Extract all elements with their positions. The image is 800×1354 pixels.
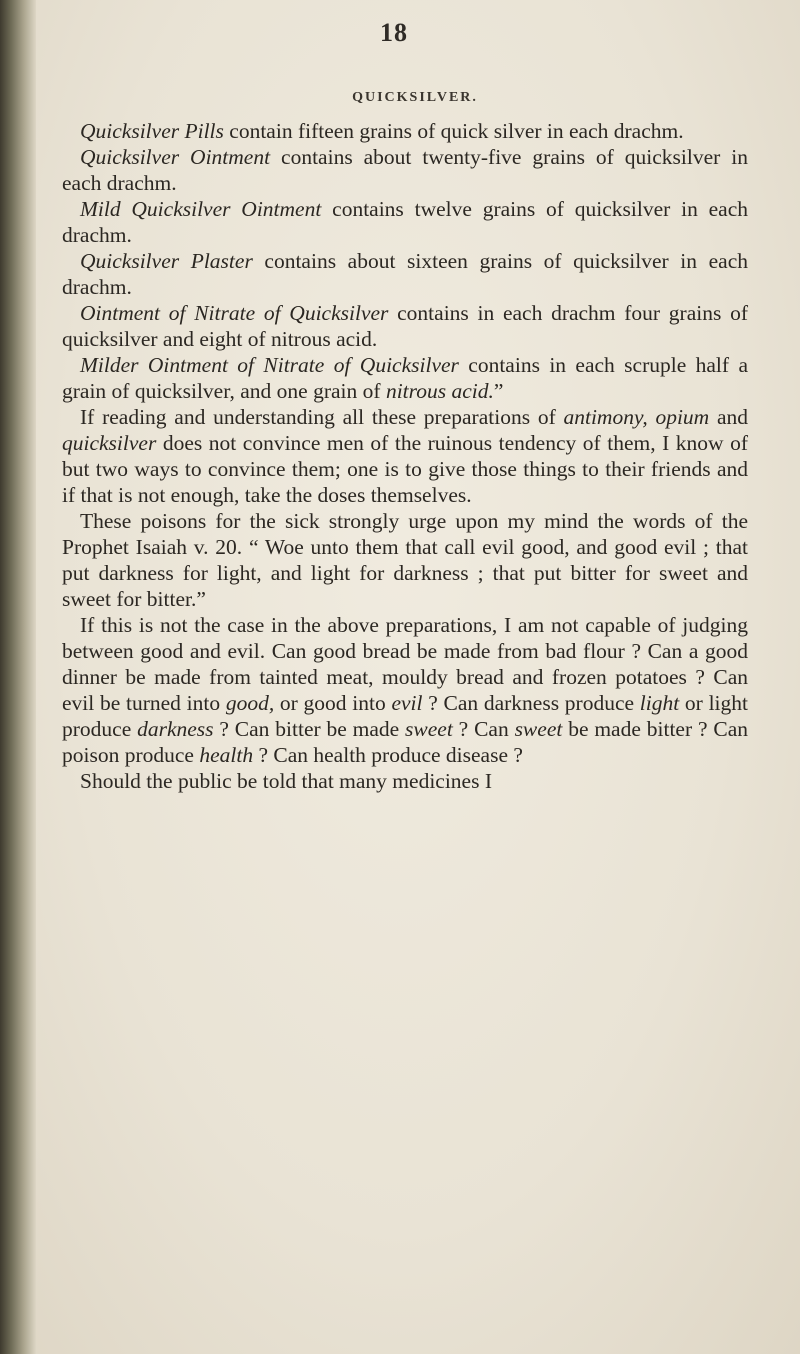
italic-text-run: nitrous acid. [385, 379, 494, 403]
text-run: contains in each scruple half a grain of quicksilver, and one grain of [62, 353, 748, 403]
text-run: be made bitter ? Can poison produce [62, 717, 748, 767]
paragraph [62, 196, 748, 248]
paragraph [62, 144, 748, 196]
text-run: ? Can darkness produce [422, 691, 640, 715]
text-run: contains about sixteen grains of quicksilver in each drachm. [62, 249, 748, 299]
italic-text-run: antimony, opium [563, 405, 710, 429]
italic-text-run: sweet [405, 717, 453, 741]
text-run: Should the public be told that many medicines I [80, 769, 493, 793]
paragraph [62, 768, 748, 794]
text-run: does not convince men of the ruinous tendency of them, I know of but two ways to convince them; one is to give those things to their friends and if that is not enough, take the doses themselves. [62, 431, 748, 507]
paragraph [62, 352, 748, 404]
paragraph [62, 404, 748, 508]
paragraph [62, 248, 748, 300]
paragraph [62, 612, 748, 768]
italic-text-run: Milder Ointment of Nitrate of Quicksilver [80, 353, 459, 377]
page-number: 18 [380, 18, 408, 47]
text-run: ” [493, 379, 504, 403]
italic-text-run: light [639, 691, 680, 715]
italic-text-run: evil [391, 691, 423, 715]
text-run: If this is not the case in the above preparations, I am not capable of judging between good and evil. Can good bread be made from bad flour ? Can a good dinner be made from tainted meat, mouldy bread and frozen potatoes ? Can evil be turned into [62, 613, 748, 715]
text-run: contain fifteen grains of quick silver in each drachm. [223, 119, 684, 143]
text-run: contains in each drachm four grains of quicksilver and eight of nitrous acid. [62, 301, 748, 351]
book-spine-shadow [0, 0, 36, 1354]
paragraph [62, 508, 748, 612]
italic-text-run: quicksilver [62, 431, 157, 455]
text-run: or light produce [62, 691, 748, 741]
body-text [62, 118, 748, 794]
italic-text-run: Quicksilver Plaster [80, 249, 253, 273]
text-run: contains twelve grains of quicksilver in each drachm. [62, 197, 749, 247]
italic-text-run: sweet [514, 717, 563, 741]
text-run: ? Can health produce disease ? [253, 743, 523, 767]
italic-text-run: Quicksilver Pills [80, 119, 224, 143]
italic-text-run: Mild Quicksilver Ointment [80, 197, 322, 221]
italic-text-run: Ointment of Nitrate of Quicksilver [80, 301, 389, 325]
text-run: contains about twenty-five grains of quicksilver in each drachm. [62, 145, 748, 195]
text-run: ? Can [452, 717, 515, 741]
text-run: and [709, 405, 748, 429]
paragraph [62, 118, 748, 144]
paragraph [62, 300, 748, 352]
italic-text-run: good, [225, 691, 275, 715]
section-heading: QUICKSILVER. [352, 90, 478, 105]
italic-text-run: health [199, 743, 254, 767]
text-run: If reading and understanding all these preparations of [80, 405, 564, 429]
italic-text-run: Quicksilver Ointment [80, 145, 271, 169]
text-run: These poisons for the sick strongly urge upon my mind the words of the Prophet Isaiah v. 20. “ Woe unto them that call evil good, and good evil ; that put darkness for light, and light for darkness ; that put bitter for sweet and sweet for bitter.” [62, 509, 748, 611]
italic-text-run: darkness [137, 717, 214, 741]
text-run: or good into [274, 691, 392, 715]
text-run: ? Can bitter be made [213, 717, 406, 741]
